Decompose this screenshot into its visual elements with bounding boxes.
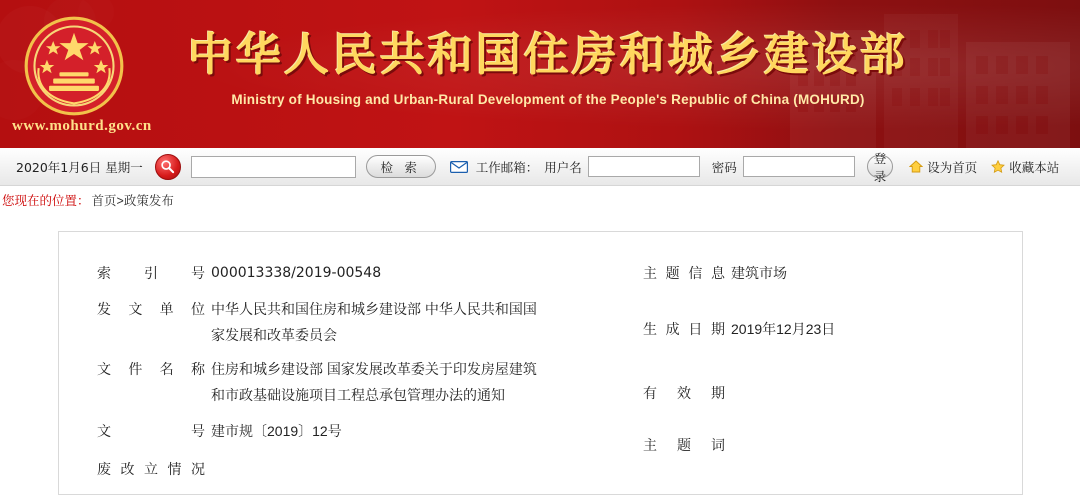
meta-row-created <box>559 314 1019 344</box>
meta-row-keywords <box>559 430 1019 460</box>
home-icon <box>909 160 923 173</box>
meta-key-validity: 有 效 期 <box>643 385 725 401</box>
star-glyph <box>991 160 1005 173</box>
meta-row-validity <box>559 378 1019 408</box>
meta-key-created: 生成日期 <box>643 321 725 337</box>
add-favorite-label: 收藏本站 <box>1009 160 1060 175</box>
username-label: 用户名 <box>544 160 582 175</box>
meta-left-column <box>59 258 559 492</box>
meta-value-created: 2019年12月23日 <box>731 321 836 337</box>
search-input[interactable] <box>191 156 356 178</box>
document-meta-grid <box>59 258 1022 492</box>
breadcrumb <box>0 186 1080 214</box>
mail-glyph <box>450 161 468 173</box>
meta-row-topic <box>559 258 1019 288</box>
top-toolbar <box>0 148 1080 186</box>
meta-key-revocation: 废改立情况 <box>97 461 205 477</box>
meta-key-issuer: 发文单位 <box>97 301 205 317</box>
magnifier-icon[interactable] <box>155 154 181 180</box>
mail-icon <box>450 161 468 173</box>
meta-value-docnumber: 建市规〔2019〕12号 <box>211 423 342 439</box>
meta-value-filename: 住房和城乡建设部 国家发展改革委关于印发房屋建筑和市政基础设施项目工程总承包管理办法的通知 <box>211 361 537 403</box>
meta-row-filename <box>59 356 559 408</box>
meta-row-docnumber <box>59 416 559 446</box>
breadcrumb-path[interactable]: 首页>政策发布 <box>91 194 174 208</box>
magnifier-glyph <box>160 159 175 174</box>
meta-value-issuer: 中华人民共和国住房和城乡建设部 中华人民共和国国家发展和改革委员会 <box>211 301 537 343</box>
meta-row-issuer <box>59 296 559 348</box>
search-button[interactable]: 检 索 <box>366 155 436 178</box>
national-emblem-icon <box>22 14 126 118</box>
password-input[interactable] <box>743 156 855 177</box>
meta-row-index <box>59 258 559 288</box>
star-icon <box>991 160 1005 173</box>
site-banner <box>0 0 1080 148</box>
site-title: 中华人民共和国住房和城乡建设部 <box>187 28 908 81</box>
site-url: www.mohurd.gov.cn <box>12 118 152 134</box>
meta-key-index: 索 引 号 <box>97 265 205 281</box>
breadcrumb-label: 您现在的位置： <box>2 194 90 208</box>
meta-key-keywords: 主 题 词 <box>643 437 725 453</box>
meta-right-column <box>559 258 1019 492</box>
password-label: 密码 <box>711 160 737 175</box>
meta-value-index: 000013338/2019-00548 <box>211 265 382 281</box>
mail-label: 工作邮箱： <box>475 160 539 175</box>
username-input[interactable] <box>588 156 700 177</box>
current-date: 2020年1月6日 星期一 <box>16 159 143 175</box>
meta-value-topic: 建筑市场 <box>731 265 787 281</box>
add-favorite-link[interactable] <box>991 158 1059 176</box>
site-subtitle: Ministry of Housing and Urban-Rural Development of the People's Republic of China (MOHURD) <box>231 92 865 107</box>
meta-key-topic: 主题信息 <box>643 265 725 281</box>
set-home-label: 设为首页 <box>927 160 978 175</box>
set-home-link[interactable] <box>909 158 977 176</box>
meta-key-docnumber: 文 号 <box>97 423 205 439</box>
meta-key-filename: 文件名称 <box>97 361 205 377</box>
meta-row-revocation <box>59 454 559 484</box>
home-glyph <box>909 160 923 173</box>
login-button[interactable]: 登录 <box>867 155 894 178</box>
document-meta-card <box>58 231 1023 495</box>
